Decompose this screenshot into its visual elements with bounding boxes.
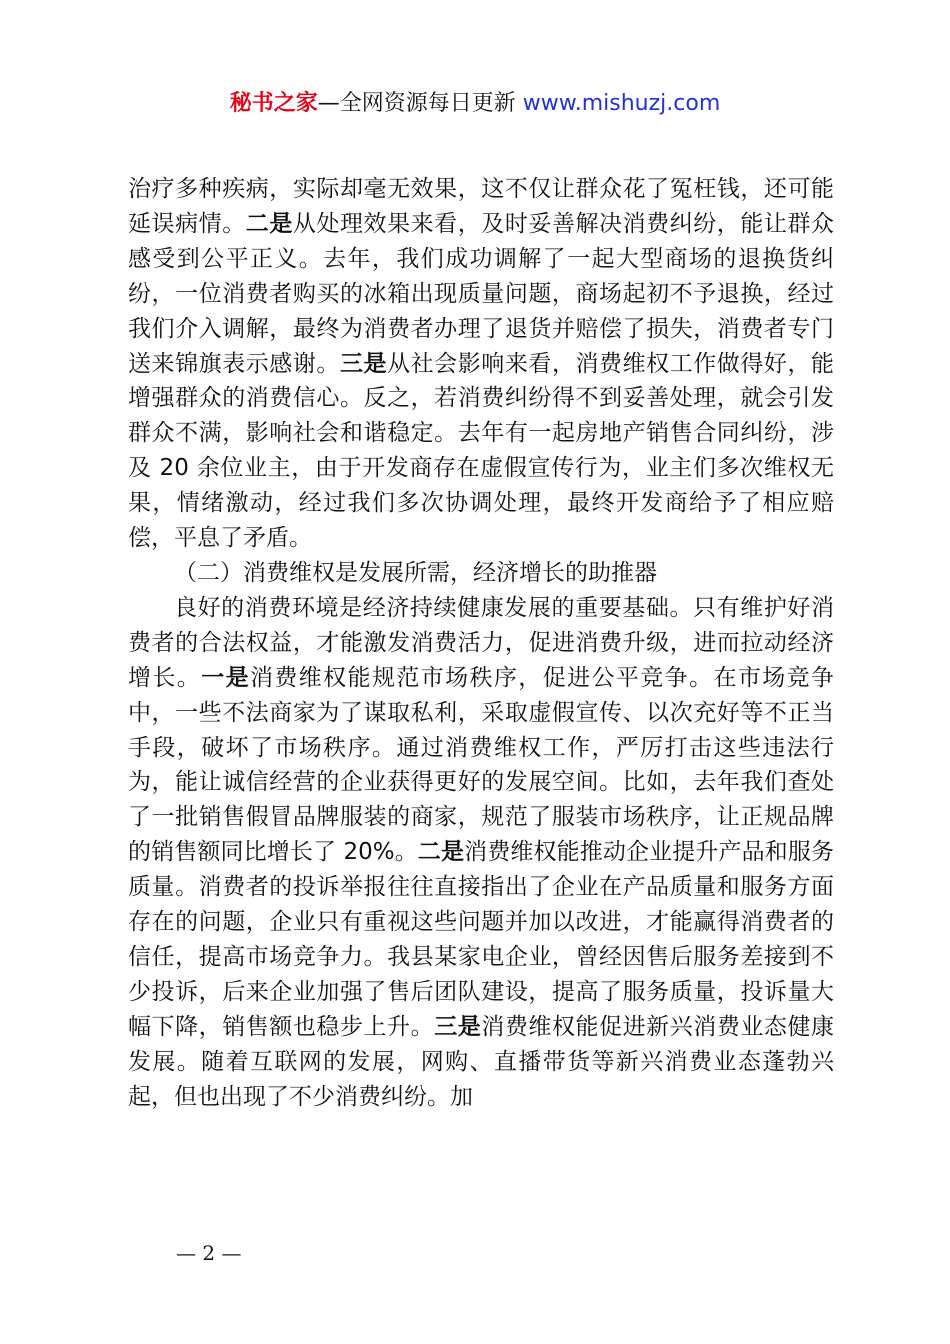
text-segment: 从处理效果来看，及时妥善解决消费纠纷，能让群众感受到公平正义。去年，我们成功调解了一起大型商场的退换货纠纷，一位消费者购买的冰箱出现质量问题，商场起初不予退换，经过我们介入调解，最终为消费者办理了退货并赔偿了损失，消费者专门送来锦旗表示感谢。: [128, 210, 835, 377]
section-heading: [128, 556, 834, 591]
text-segment: 治疗多种疾病，实际却毫无效果，这不仅让群众花了冤枉钱，还可能延误病情。: [128, 176, 834, 237]
paragraph-1: [128, 172, 834, 556]
page-number: — 2 —: [176, 1241, 242, 1265]
bold-segment: 一是: [201, 664, 250, 691]
site-brand: 秘书之家: [229, 91, 318, 116]
text-segment: 良好的消费环境是经济持续健康发展的重要基础。只有维护好消费者的合法权益，才能激发消费活力，促进消费升级，进而拉动经济增长。: [128, 594, 834, 691]
text-segment: 从社会影响来看，消费维权工作做得好，能增强群众的消费信心。反之，若消费纠纷得不到妥善处理，就会引发群众不满，影响社会和谐稳定。去年有一起房地产销售合同纠纷，涉及 20 余位业主，由于开发商存在虚假宣传行为，业主们多次维权无果，情绪激动，经过我们多次协调处理，最终开发商给予了相应赔偿，平息了矛盾。: [128, 350, 835, 552]
site-tagline: —全网资源每日更新: [317, 91, 523, 116]
site-header: [0, 86, 950, 122]
bold-segment: 二是: [245, 210, 293, 237]
text-segment: 消费维权能促进新兴消费业态健康发展。随着互联网的发展，网购、直播带货等新兴消费业态蓬勃兴起，但也出现了不少消费纠纷。加: [128, 1013, 835, 1110]
bold-segment: 三是: [434, 1013, 482, 1040]
text-segment: 消费维权能推动企业提升产品和服务质量。消费者的投诉举报往往直接指出了企业在产品质量和服务方面存在的问题，企业只有重视这些问题并加以改进，才能赢得消费者的信任，提高市场竞争力。我县某家电企业，曾经因售后服务差接到不少投诉，后来企业加强了售后团队建设，提高了服务质量，投诉量大幅下降，销售额也稳步上升。: [128, 839, 834, 1040]
document-body: [128, 172, 834, 1114]
bold-segment: 三是: [339, 350, 388, 377]
paragraph-3: [128, 591, 834, 1115]
heading-text: （二）消费维权是发展所需，经济增长的助推器: [174, 559, 657, 586]
text-segment: 消费维权能规范市场秩序，促进公平竞争。在市场竞争中，一些不法商家为了谋取私利，采取虚假宣传、以次充好等不正当手段，破坏了市场秩序。通过消费维权工作，严厉打击这些违法行为，能让诚信经营的企业获得更好的发展空间。比如，去年我们查处了一批销售假冒品牌服装的商家，规范了服装市场秩序，让正规品牌的销售额同比增长了 20%。: [128, 664, 835, 866]
bold-segment: 二是: [417, 839, 465, 866]
site-url[interactable]: www.mishuzj.com: [522, 91, 721, 116]
